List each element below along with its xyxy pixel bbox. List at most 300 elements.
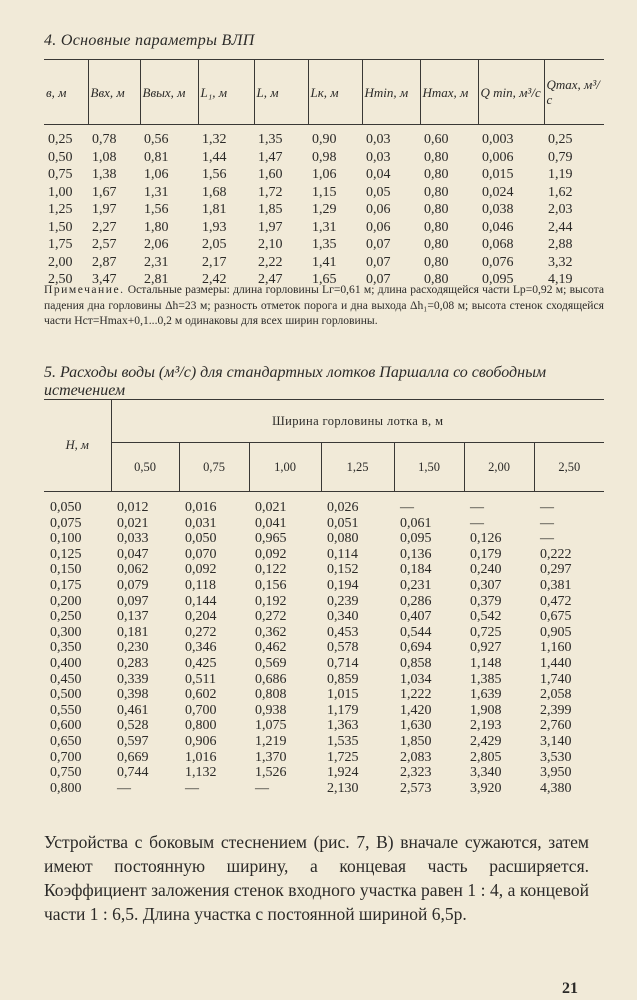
table-cell: 0,038 <box>482 202 514 217</box>
table-cell: 2,22 <box>258 254 283 270</box>
table-cell: 2,05 <box>202 237 227 252</box>
table2-width-header: 2,50 <box>534 443 604 492</box>
table-cell: 0,669 <box>117 749 149 765</box>
table-row <box>44 594 604 610</box>
table-cell: 1,31 <box>312 219 337 235</box>
table-cell: 2,00 <box>48 254 73 270</box>
table-row <box>44 687 604 703</box>
table1-body <box>44 125 604 289</box>
table-cell: 1,08 <box>92 149 117 165</box>
table-cell: 0,050 <box>185 531 217 547</box>
table-cell: — <box>185 780 199 796</box>
table-cell: 2,17 <box>202 254 227 270</box>
table-cell: 0,04 <box>366 167 391 182</box>
table2-width-header: 1,25 <box>321 443 394 492</box>
page-number: 21 <box>562 980 578 997</box>
table-cell: 2,399 <box>540 702 572 718</box>
table-cell: 2,44 <box>548 219 573 235</box>
table-cell: 0,569 <box>255 655 287 671</box>
table-cell: 0,152 <box>327 562 359 578</box>
table2-title-text: Расходы воды (м³/с) для стандартных лотков Паршалла со свободным истечением <box>44 364 547 399</box>
table-cell: 1,44 <box>202 149 227 165</box>
table-cell: 0,362 <box>255 624 287 640</box>
table1-header <box>44 60 604 125</box>
table-row <box>44 547 604 563</box>
table1-header-cell: Bвх, м <box>88 60 140 125</box>
table-cell: 0,07 <box>366 237 391 252</box>
table-row <box>44 531 604 547</box>
table-cell: 0,544 <box>400 624 432 640</box>
table-cell: 0,068 <box>482 237 514 252</box>
table-row <box>44 656 604 672</box>
table-cell: 0,125 <box>50 546 82 562</box>
table-cell: 0,181 <box>117 624 149 640</box>
table-cell: 0,25 <box>48 132 73 147</box>
table-cell: 0,03 <box>366 149 391 165</box>
table-cell: 1,924 <box>327 765 359 781</box>
table-row <box>44 640 604 656</box>
table-cell: 0,597 <box>117 733 149 749</box>
table-cell: 0,407 <box>400 609 432 625</box>
table-cell: 0,859 <box>327 671 359 687</box>
table-cell: 0,026 <box>327 500 359 515</box>
table-cell: 1,50 <box>48 219 73 235</box>
table-cell: — <box>255 780 269 796</box>
table-cell: 0,137 <box>117 609 149 625</box>
table-cell: 1,725 <box>327 749 359 765</box>
table-cell: 3,530 <box>540 749 572 765</box>
table2-number: 5. <box>44 364 56 381</box>
table-row <box>44 254 604 272</box>
table-cell: 0,927 <box>470 640 502 656</box>
table-cell: 0,200 <box>50 593 82 609</box>
table-cell: 0,500 <box>50 687 82 703</box>
table1-title <box>44 32 255 50</box>
table2-width-header: 1,50 <box>394 443 464 492</box>
table-row <box>44 750 604 766</box>
table1-header-cell: L, м <box>254 60 308 125</box>
table-cell: 0,550 <box>50 702 82 718</box>
table1-header-cell: Hmax, м <box>420 60 478 125</box>
table-cell: 0,122 <box>255 562 287 578</box>
table-cell: 1,97 <box>92 202 117 217</box>
table-cell: 0,231 <box>400 577 432 593</box>
table-cell: 0,286 <box>400 593 432 609</box>
table-cell: 0,472 <box>540 593 572 609</box>
table-cell: 1,219 <box>255 733 287 749</box>
table-cell: 1,32 <box>202 132 227 147</box>
table1-number: 4. <box>44 32 57 49</box>
table-cell: 0,75 <box>48 167 73 182</box>
table-cell: 0,80 <box>424 219 449 235</box>
table-cell: 0,425 <box>185 655 217 671</box>
table-cell: 0,033 <box>117 531 149 547</box>
table-cell: 2,47 <box>258 272 283 287</box>
table-cell: 1,908 <box>470 702 502 718</box>
table-cell: 1,97 <box>258 219 283 235</box>
table-cell: 2,31 <box>144 254 169 270</box>
table-cell: 4,19 <box>548 272 573 287</box>
table-cell: — <box>470 515 484 531</box>
table-cell: 0,750 <box>50 765 82 781</box>
table-cell: 0,192 <box>255 593 287 609</box>
table-cell: 1,06 <box>144 167 169 182</box>
table-cell: 0,858 <box>400 655 432 671</box>
table-cell: 0,046 <box>482 219 514 235</box>
table-row <box>44 516 604 532</box>
table-cell: 1,31 <box>144 184 169 200</box>
table-cell: 0,144 <box>185 593 217 609</box>
table-row <box>44 781 604 797</box>
table-cell: 0,542 <box>470 609 502 625</box>
table-cell: 0,400 <box>50 655 82 671</box>
table2-width-header: 2,00 <box>464 443 534 492</box>
table-cell: 0,250 <box>50 609 82 625</box>
table-row <box>44 765 604 781</box>
table1-note-lead: Примечание. <box>44 283 125 296</box>
body-paragraph: Устройства с боковым стеснением (рис. 7, В) вначале сужаются, затем имеют постоянную ширину, а концевая часть расширяется. Коэффициент заложения стенок входного участка равен 1 : 4, а концевой части 1 : 6,5. Длина участка с постоянной шириной 6,5р. <box>44 832 589 924</box>
table1-header-cell: Q min, м³/с <box>478 60 544 125</box>
table-cell: 0,398 <box>117 687 149 703</box>
table-cell: 1,68 <box>202 184 227 200</box>
table-cell: 0,78 <box>92 132 117 147</box>
table-cell: 1,526 <box>255 765 287 781</box>
table-cell: 0,650 <box>50 733 82 749</box>
table-cell: 0,03 <box>366 132 391 147</box>
table-cell: 1,075 <box>255 718 287 734</box>
table-cell: 0,05 <box>366 184 391 200</box>
table-cell: 0,240 <box>470 562 502 578</box>
table2-width-header: 1,00 <box>249 443 321 492</box>
table-row <box>44 184 604 202</box>
table-cell: 0,80 <box>424 167 449 182</box>
table-cell: 1,363 <box>327 718 359 734</box>
table-cell: 3,140 <box>540 733 572 749</box>
table-cell: — <box>540 531 554 547</box>
table-cell: 0,528 <box>117 718 149 734</box>
table-cell: 1,440 <box>540 655 572 671</box>
table-cell: 0,114 <box>327 546 358 562</box>
table-cell: 0,714 <box>327 655 359 671</box>
table-cell: 2,130 <box>327 780 359 796</box>
table-cell: 0,024 <box>482 184 514 200</box>
table-cell: 3,340 <box>470 765 502 781</box>
table-cell: 1,80 <box>144 219 169 235</box>
table-cell: 0,100 <box>50 531 82 547</box>
table-cell: 1,639 <box>470 687 502 703</box>
table-cell: 0,90 <box>312 132 337 147</box>
table-cell: 0,80 <box>424 254 449 270</box>
table-cell: 1,35 <box>258 132 283 147</box>
table-cell: 0,006 <box>482 149 514 165</box>
table1-header-cell: Qmax, м³/с <box>544 60 604 125</box>
table1-note-text: Остальные размеры: длина горловины Lг=0,61 м; длина расходящейся части Lр=0,92 м; высота падения дна горловины Δh=23 м; разность отметок порога и дна выхода Δh₁=0,08 м; высота стенок сходящейся части Hст=Hmax+0,1...0,2 м одинаковы для всех ширин горловины. <box>44 283 604 327</box>
table2-header <box>44 400 604 492</box>
table-cell: 1,38 <box>92 167 117 182</box>
table-cell: 1,67 <box>92 184 117 200</box>
table-cell: 0,80 <box>424 272 449 287</box>
table-cell: 1,06 <box>312 167 337 182</box>
table-cell: 1,385 <box>470 671 502 687</box>
table-cell: 0,062 <box>117 562 149 578</box>
table-cell: 0,136 <box>400 546 432 562</box>
table-cell: 0,283 <box>117 655 149 671</box>
table-cell: 0,578 <box>327 640 359 656</box>
table-cell: 0,222 <box>540 546 572 562</box>
table-cell: 0,675 <box>540 609 572 625</box>
table2-width-header: 0,50 <box>111 443 179 492</box>
table-cell: 0,092 <box>185 562 217 578</box>
table-cell: 2,81 <box>144 272 169 287</box>
table-cell: 0,179 <box>470 546 502 562</box>
table2-parshall-discharge <box>44 400 604 796</box>
table-cell: 0,097 <box>117 593 149 609</box>
table-cell: 0,156 <box>255 577 287 593</box>
table1-note <box>44 282 604 329</box>
table-cell: 1,81 <box>202 202 227 217</box>
table-row <box>44 609 604 625</box>
table-cell: 0,340 <box>327 609 359 625</box>
table-row <box>44 672 604 688</box>
table-cell: 0,725 <box>470 624 502 640</box>
table1-title-text: Основные параметры ВЛП <box>60 32 255 49</box>
table-cell: 0,272 <box>185 624 217 640</box>
table-cell: 0,031 <box>185 515 217 531</box>
table2-group-header: Ширина горловины лотка в, м <box>111 400 604 443</box>
table-row <box>44 201 604 219</box>
table-row <box>44 703 604 719</box>
table-cell: 0,906 <box>185 733 217 749</box>
table-cell: 3,32 <box>548 254 573 270</box>
table-cell: 2,193 <box>470 718 502 734</box>
table-cell: 3,920 <box>470 780 502 796</box>
table-row <box>44 734 604 750</box>
table-cell: 0,012 <box>117 500 149 515</box>
table-cell: 2,42 <box>202 272 227 287</box>
table-cell: 1,72 <box>258 184 283 200</box>
table-cell: 0,272 <box>255 609 287 625</box>
table-cell: 0,239 <box>327 593 359 609</box>
table2-body <box>44 492 604 797</box>
table-cell: 1,41 <box>312 254 337 270</box>
table-cell: 0,379 <box>470 593 502 609</box>
table-row <box>44 625 604 641</box>
table-row <box>44 149 604 167</box>
table-row <box>44 562 604 578</box>
table-cell: 0,694 <box>400 640 432 656</box>
table-cell: 1,85 <box>258 202 283 217</box>
table1-header-cell: Bвых, м <box>140 60 198 125</box>
table-cell: 1,62 <box>548 184 573 200</box>
table-cell: 1,850 <box>400 733 432 749</box>
table-cell: 2,87 <box>92 254 117 270</box>
table-cell: 0,06 <box>366 219 391 235</box>
table-row <box>44 492 604 516</box>
table1-header-cell: Hmin, м <box>362 60 420 125</box>
table-cell: 1,65 <box>312 272 337 287</box>
table-cell: 1,75 <box>48 237 73 252</box>
table-cell: 1,034 <box>400 671 432 687</box>
table-cell: 1,160 <box>540 640 572 656</box>
table-cell: 0,80 <box>424 184 449 200</box>
table-cell: 2,27 <box>92 219 117 235</box>
table-cell: 0,80 <box>424 149 449 165</box>
table-cell: 0,204 <box>185 609 217 625</box>
table-cell: 0,381 <box>540 577 572 593</box>
table-cell: 3,950 <box>540 765 572 781</box>
table-row <box>44 219 604 237</box>
table-cell: 0,070 <box>185 546 217 562</box>
table1-header-cell: в, м <box>44 60 88 125</box>
table-cell: 0,462 <box>255 640 287 656</box>
table-cell: 0,297 <box>540 562 572 578</box>
table-cell: 0,600 <box>50 718 82 734</box>
table2-h-header: H, м <box>44 400 111 492</box>
table-row <box>44 125 604 149</box>
table-cell: 0,080 <box>327 531 359 547</box>
table-cell: 2,323 <box>400 765 432 781</box>
table-cell: 0,118 <box>185 577 216 593</box>
table-cell: 2,429 <box>470 733 502 749</box>
table-cell: 0,015 <box>482 167 514 182</box>
table-cell: 0,075 <box>50 515 82 531</box>
table-cell: 0,016 <box>185 500 217 515</box>
table-cell: 0,126 <box>470 531 502 547</box>
table-row <box>44 236 604 254</box>
table-cell: 0,800 <box>50 780 82 796</box>
table-cell: 0,79 <box>548 149 573 165</box>
table-cell: 0,07 <box>366 254 391 270</box>
table-cell: 2,88 <box>548 237 573 252</box>
table-cell: 0,150 <box>50 562 82 578</box>
table-cell: 2,760 <box>540 718 572 734</box>
table-cell: 0,092 <box>255 546 287 562</box>
table-cell: 0,98 <box>312 149 337 165</box>
table-row <box>44 166 604 184</box>
table-cell: 1,535 <box>327 733 359 749</box>
table-cell: 0,079 <box>117 577 149 593</box>
table-cell: 0,194 <box>327 577 359 593</box>
table-cell: 1,00 <box>48 184 73 200</box>
table-cell: 0,095 <box>482 272 514 287</box>
table-cell: 0,80 <box>424 237 449 252</box>
table-cell: 0,60 <box>424 132 449 147</box>
table-cell: 0,041 <box>255 515 287 531</box>
table-cell: 1,15 <box>312 184 337 200</box>
table-cell: 0,511 <box>185 671 216 687</box>
table-cell: 2,10 <box>258 237 283 252</box>
table-row <box>44 578 604 594</box>
table-cell: 0,346 <box>185 640 217 656</box>
table-cell: 1,60 <box>258 167 283 182</box>
table-cell: 0,300 <box>50 624 82 640</box>
table-cell: 0,047 <box>117 546 149 562</box>
table-cell: 0,25 <box>548 132 573 147</box>
table1-header-cell: Lк, м <box>308 60 362 125</box>
table-cell: 1,19 <box>548 167 573 182</box>
table-cell: 2,058 <box>540 687 572 703</box>
table-cell: 1,56 <box>202 167 227 182</box>
table-cell: 1,93 <box>202 219 227 235</box>
table-cell: 0,021 <box>255 500 287 515</box>
table-cell: 0,339 <box>117 671 149 687</box>
table-cell: 0,450 <box>50 671 82 687</box>
table-cell: 0,021 <box>117 515 149 531</box>
table-cell: 0,50 <box>48 149 73 165</box>
table-cell: 0,061 <box>400 515 432 531</box>
table-cell: 0,700 <box>50 749 82 765</box>
table-cell: 0,461 <box>117 702 149 718</box>
table-cell: 1,132 <box>185 765 217 781</box>
table-cell: 1,420 <box>400 702 432 718</box>
table-cell: 1,016 <box>185 749 217 765</box>
table-cell: 0,800 <box>185 718 217 734</box>
table-cell: 1,740 <box>540 671 572 687</box>
table-cell: 0,905 <box>540 624 572 640</box>
table-cell: 1,29 <box>312 202 337 217</box>
table-cell: 0,076 <box>482 254 514 270</box>
table-cell: 0,744 <box>117 765 149 781</box>
table-cell: 0,06 <box>366 202 391 217</box>
table-cell: 0,453 <box>327 624 359 640</box>
table2-title <box>44 364 604 400</box>
table-cell: 0,686 <box>255 671 287 687</box>
table-cell: 2,805 <box>470 749 502 765</box>
table-cell: 2,083 <box>400 749 432 765</box>
table-cell: 2,03 <box>548 202 573 217</box>
table-row <box>44 718 604 734</box>
table-cell: 2,50 <box>48 272 73 287</box>
table-cell: 1,630 <box>400 718 432 734</box>
table-cell: 1,47 <box>258 149 283 165</box>
table-cell: 1,222 <box>400 687 432 703</box>
table-cell: 0,938 <box>255 702 287 718</box>
table-cell: 1,56 <box>144 202 169 217</box>
table-cell: 4,380 <box>540 780 572 796</box>
table-cell: — <box>400 500 414 515</box>
table-cell: — <box>117 780 131 796</box>
table-cell: 2,57 <box>92 237 117 252</box>
table-cell: 1,35 <box>312 237 337 252</box>
table-cell: 0,230 <box>117 640 149 656</box>
table-cell: 0,050 <box>50 500 82 515</box>
table-cell: 1,179 <box>327 702 359 718</box>
table-cell: 3,47 <box>92 272 117 287</box>
table-cell: 0,350 <box>50 640 82 656</box>
table-cell: 2,573 <box>400 780 432 796</box>
table1-parameters <box>44 60 604 289</box>
table-cell: 1,25 <box>48 202 73 217</box>
table-cell: 0,965 <box>255 531 287 547</box>
table-cell: 1,015 <box>327 687 359 703</box>
table-cell: — <box>470 500 484 515</box>
table-cell: — <box>540 515 554 531</box>
table-cell: — <box>540 500 554 515</box>
table-cell: 0,07 <box>366 272 391 287</box>
table-cell: 0,808 <box>255 687 287 703</box>
table-cell: 0,095 <box>400 531 432 547</box>
table-cell: 0,307 <box>470 577 502 593</box>
table-cell: 0,81 <box>144 149 169 165</box>
table-cell: 0,184 <box>400 562 432 578</box>
table-cell: 1,370 <box>255 749 287 765</box>
table1-header-cell: L₁, м <box>198 60 254 125</box>
table-cell: 0,003 <box>482 132 514 147</box>
table-cell: 0,80 <box>424 202 449 217</box>
table-cell: 0,602 <box>185 687 217 703</box>
table2-width-header: 0,75 <box>179 443 249 492</box>
table-cell: 2,06 <box>144 237 169 252</box>
